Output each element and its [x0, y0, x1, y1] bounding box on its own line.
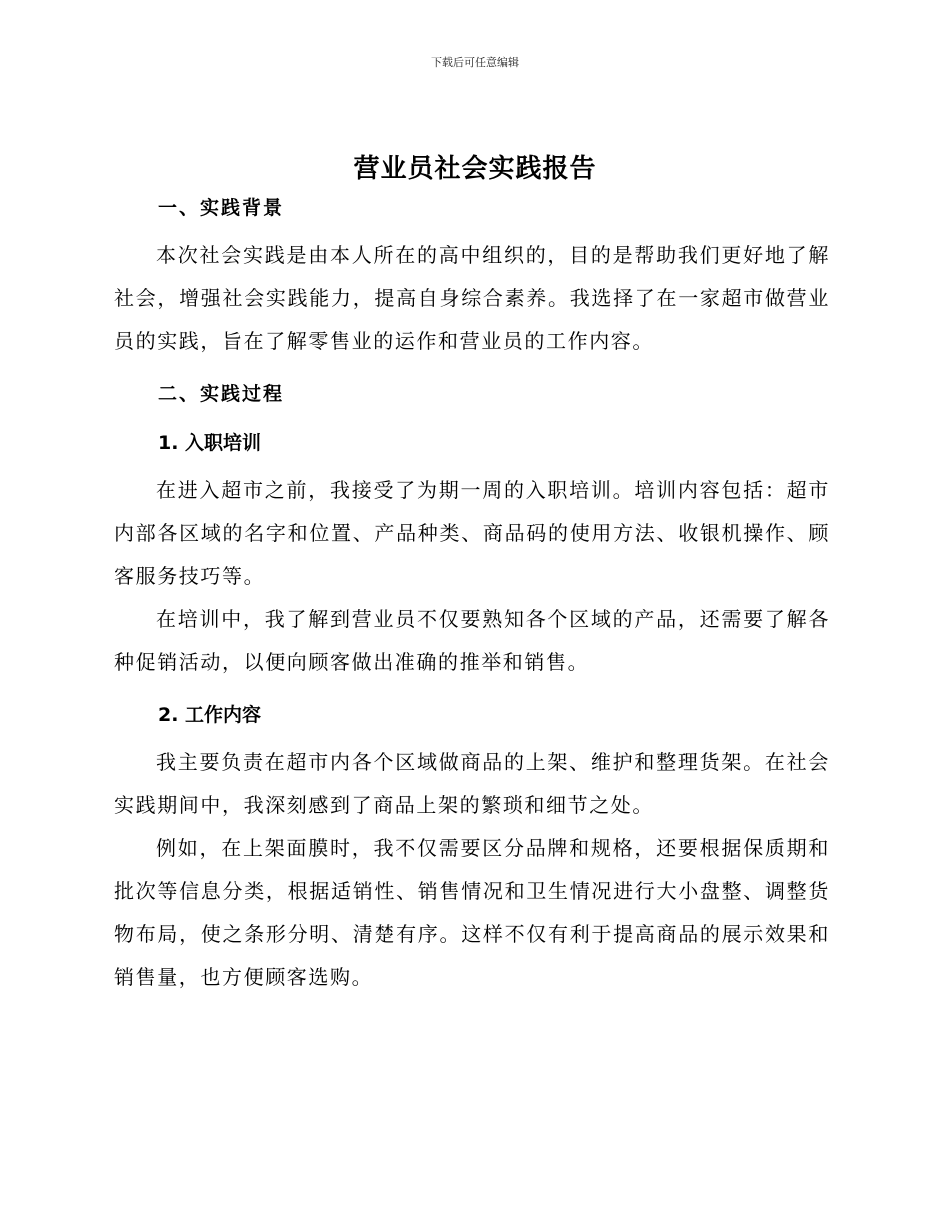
paragraph: 在培训中，我了解到营业员不仅要熟知各个区域的产品，还需要了解各种促销活动，以便向顾客做出准确的推举和销售。	[114, 607, 830, 674]
paragraph: 例如，在上架面膜时，我不仅需要区分品牌和规格，还要根据保质期和批次等信息分类，根据适销性、销售情况和卫生情况进行大小盘整、调整货物布局，使之条形分明、清楚有序。这样不仅有利于提高商品的展示效果和销售量，也方便顾客选购。	[114, 836, 830, 989]
paragraph: 在进入超市之前，我接受了为期一周的入职培训。培训内容包括：超市内部各区域的名字和位置、产品种类、商品码的使用方法、收银机操作、顾客服务技巧等。	[114, 478, 830, 588]
section-heading-background: 一、实践背景	[158, 197, 285, 219]
document-title: 营业员社会实践报告	[353, 154, 597, 184]
paragraph: 我主要负责在超市内各个区域做商品的上架、维护和整理货架。在社会实践期间中，我深刻感到了商品上架的繁琐和细节之处。	[114, 750, 830, 817]
page-header-note: 下载后可任意编辑	[431, 56, 519, 69]
section-heading-process: 二、实践过程	[158, 383, 285, 405]
subsection-heading-training: 1. 入职培训	[158, 432, 262, 454]
document-body	[114, 190, 830, 999]
subsection-heading-work: 2. 工作内容	[158, 704, 262, 726]
paragraph: 本次社会实践是由本人所在的高中组织的，目的是帮助我们更好地了解社会，增强社会实践能力，提高自身综合素养。我选择了在一家超市做营业员的实践，旨在了解零售业的运作和营业员的工作内容。	[114, 243, 830, 353]
